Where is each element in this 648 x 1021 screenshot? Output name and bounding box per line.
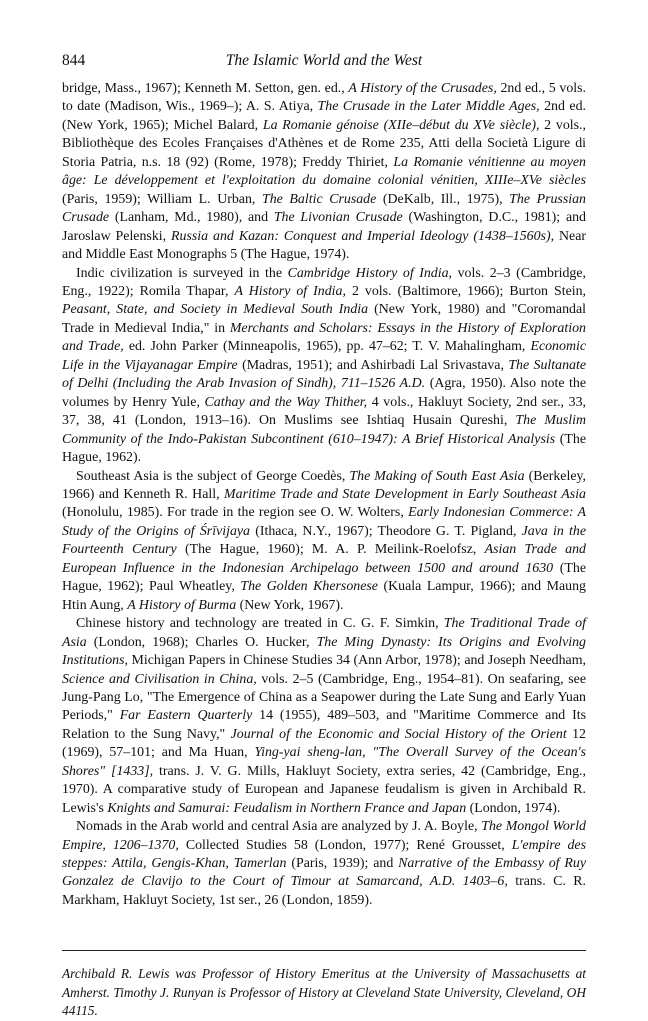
text-run: 2nd ed. (New York, 1965); Michel Balard, (62, 99, 586, 133)
text-run: 2 vols. (Baltimore, 1966); Burton Stein, (345, 283, 587, 299)
text-run: (The Hague, 1960); M. A. P. Meilink-Roelofsz, (176, 542, 485, 558)
citation-title: Peasant, State, and Society in Medieval South India (62, 302, 369, 318)
citation-title: The Ming Dynasty: Its Origins and Evolving Institutions, (62, 634, 586, 669)
text-run: Indic civilization is surveyed in the (76, 265, 288, 281)
citation-title: The Prussian Crusade (62, 191, 586, 226)
text-run: (Honolulu, 1985). For trade in the region see O. W. Wolters, (62, 505, 409, 521)
text-run: 14 (1955), 489–503, and "Maritime Commerce and Its Relation to the Sung Navy," (62, 708, 586, 742)
citation-title: La Romanie vénitienne au moyen âge: Le développement et l'exploitation du domaine colonial vénitien, XIIIe–XVe siècles (62, 154, 586, 189)
citation-title: La Romanie génoise (XIIe–début du XVe siècle), (262, 117, 540, 133)
text-run: Michigan Papers in Chinese Studies 34 (Ann Arbor, 1978); and Joseph Needham, (128, 653, 586, 669)
text-run: (Washington, D.C., 1981); and Jaroslaw Pelenski, (62, 210, 587, 244)
text-run: (Berkeley, 1966) and Kenneth R. Hall, (62, 468, 587, 502)
text-run: Southeast Asia is the subject of George Coedès, (76, 468, 350, 484)
text-run: 2nd ed., 5 vols. to date (Madison, Wis., 1969–); A. S. Atiya, (62, 81, 587, 115)
citation-title: Journal of the Economic and Social History of the Orient (230, 726, 567, 742)
text-run: (Ithaca, N.Y., 1967); Theodore G. T. Pigland, (250, 523, 522, 539)
citation-title: Economic Life in the Vijayanagar Empire (62, 339, 586, 373)
running-title: The Islamic World and the West (225, 52, 423, 69)
citation-title: The Muslim Community of the Indo-Pakistan Subcontinent (610–1947): A Brief Historical Analysis (62, 413, 587, 447)
text-run: (Paris, 1959); William L. Urban, (62, 191, 262, 207)
text-run: Collected Studies 58 (London, 1977); René Grousset, (178, 837, 512, 853)
citation-title: Narrative of the Embassy of Ruy Gonzalez de Clavijo to the Court of Timour at Samarcand, A.D. 1403–6, (62, 856, 586, 890)
text-run: bridge, Mass., 1967); Kenneth M. Setton, gen. ed., (62, 81, 349, 96)
author-note: Archibald R. Lewis was Professor of History Emeritus at the University of Massachusetts at Amherst. Timothy J. Runyan is Professor of History at Cleveland State University, Cleveland, OH 44115. (62, 966, 586, 1019)
citation-title: The Traditional Trade of Asia (62, 616, 586, 650)
citation-title: Knights and Samurai: Feudalism in Northern France and Japan (107, 800, 467, 816)
text-run: (New York, 1967). (236, 597, 344, 613)
paragraph-china (62, 615, 586, 818)
citation-title: Early Indonesian Commerce: A Study of the Origins of Śrīvijaya (62, 505, 586, 539)
text-run: 2 vols., Bibliothèque des Ecoles Françaises d'Athènes et de Rome 235, Atti della Società Ligure di Storia Patria, n.s. 18 (92) (Rome, 1978); Freddy Thiriet, (62, 117, 586, 170)
citation-title: A History of the Crusades, (348, 81, 497, 96)
page-header (62, 52, 586, 74)
text-run: vols. 2–3 (Cambridge, Eng., 1922); Romila Thapar, (62, 265, 587, 299)
paragraph-india (62, 265, 586, 468)
citation-title: The Sultanate of Delhi (Including the Arab Invasion of Sindh), 711–1526 A.D. (62, 357, 586, 392)
citation-title: Merchants and Scholars: Essays in the History of Exploration and Trade, (62, 320, 586, 355)
citation-title: The Baltic Crusade (262, 191, 377, 207)
text-run: (Paris, 1939); and (286, 856, 399, 872)
citation-title: The Golden Khersonese (240, 579, 378, 595)
citation-title: A History of Burma (127, 597, 237, 613)
text-run: (Kuala Lampur, 1966); and Maung Htin Aung, (62, 579, 586, 613)
text-run: Nomads in the Arab world and central Asia are analyzed by J. A. Boyle, (76, 819, 482, 835)
text-run: (The Hague, 1962). (62, 431, 586, 466)
book-page (62, 52, 586, 1021)
text-run: (Agra, 1950). Also note the volumes by Henry Yule, (62, 376, 587, 410)
citation-title: L'empire des steppes: Attila, Gengis-Khan, Tamerlan (62, 837, 586, 872)
text-run: (Lanham, Md., 1980), and (109, 210, 274, 226)
citation-title: Cambridge History of India, (287, 265, 453, 281)
text-run: (London, 1968); Charles O. Hucker, (86, 634, 317, 650)
citation-title: Asian Trade and European Influence in the Indonesian Archipelago between 1500 and around 1630 (62, 542, 586, 576)
citation-title: The Crusade in the Later Middle Ages, (317, 99, 540, 115)
citation-title: Maritime Trade and State Development in Early Southeast Asia (224, 486, 586, 502)
text-run: Chinese history and technology are treated in C. G. F. Simkin, (76, 616, 444, 632)
text-run: trans. J. V. G. Mills, Hakluyt Society, extra series, 42 (Cambridge, Eng., 1970). A comparative study of European and Japanese feudalism is given in Archibald R. Lewis's (62, 763, 586, 816)
citation-title: The Mongol World Empire, 1206–1370, (62, 819, 586, 853)
footnote-rule (62, 950, 586, 951)
text-run: 4 vols., Hakluyt Society, 2nd ser., 33, 37, 38, 41 (London, 1913–16). On Muslims see Ishtiaq Husain Qureshi, (62, 394, 586, 429)
bibliography-text (62, 80, 586, 910)
text-run: trans. C. R. Markham, Hakluyt Society, 1st ser., 26 (London, 1859). (62, 874, 586, 908)
page-number: 844 (62, 52, 86, 69)
text-run: Near and Middle East Monographs 5 (The Hague, 1974). (62, 228, 586, 263)
paragraph-nomads (62, 818, 586, 910)
text-run: ed. John Parker (Minneapolis, 1965), pp. 47–62; T. V. Mahalingham, (123, 339, 531, 355)
text-run: (New York, 1980) and "Coromandal Trade in Medieval India," in (62, 302, 586, 336)
citation-title: Far Eastern Quarterly (119, 708, 253, 724)
text-run: (Madras, 1951); and Ashirbadi Lal Srivastava, (237, 357, 509, 373)
citation-title: Java in the Fourteenth Century (62, 523, 586, 558)
citation-title: Ying-yai sheng-lan, "The Overall Survey of the Ocean's Shores" [1433], (62, 745, 586, 779)
text-run: (DeKalb, Ill., 1975), (376, 191, 510, 207)
text-run: 12 (1969), 57–101; and Ma Huan, (62, 726, 586, 761)
citation-title: Cathay and the Way Thither, (204, 394, 368, 410)
citation-title: The Livonian Crusade (273, 210, 403, 226)
text-run: (London, 1974). (466, 800, 561, 816)
citation-title: The Making of South East Asia (349, 468, 525, 484)
citation-title: Russia and Kazan: Conquest and Imperial Ideology (1438–1560s), (171, 228, 555, 244)
citation-title: A History of India, (234, 283, 346, 299)
paragraph-southeast-asia (62, 468, 586, 616)
text-run: vols. 2–5 (Cambridge, Eng., 1954–81). On seafaring, see Jung-Pang Lo, "The Emergence of China as a Seapower during the Late Sung and Early Yuan Periods," (62, 671, 586, 724)
citation-title: Science and Civilisation in China, (62, 671, 257, 687)
text-run: (The Hague, 1962); Paul Wheatley, (62, 560, 586, 595)
paragraph-crusades (62, 80, 586, 265)
